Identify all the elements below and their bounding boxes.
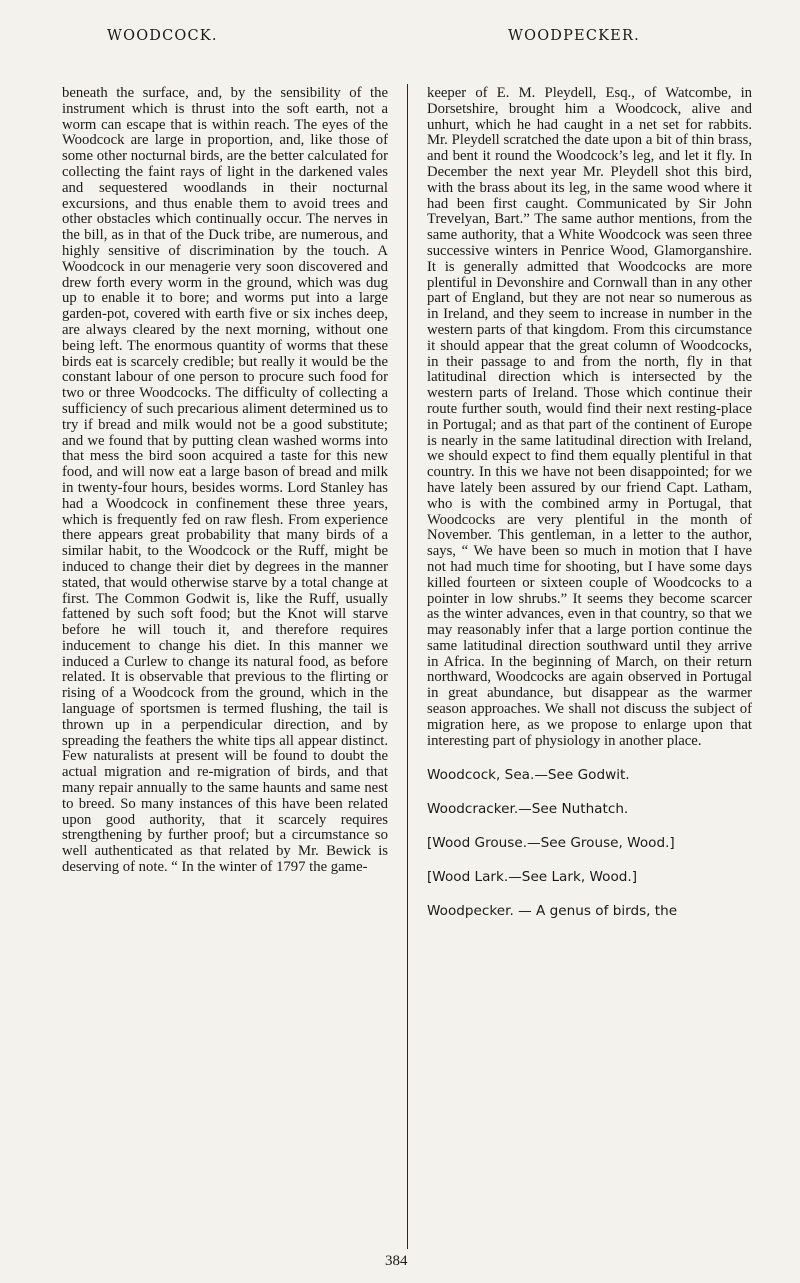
left-column-text: beneath the surface, and, by the sensibility of the instrument which is thrust into the soft earth, not a worm can escape that is within reach. The eyes of the Woodcock are large in proportion, and, like those of some other nocturnal birds, are the better calculated for collecting the faint rays of light in the darkened vales and sequestered woodlands in their nocturnal excursions, and thus enable them to avoid trees and other obstacles which continually occur. The nerves in the bill, as in that of the Duck tribe, are numerous, and highly sensitive of discrimination by the touch. A Woodcock in our menagerie very soon discovered and drew forth every worm in the ground, which was dug up to enable it to bore; and worms put into a large garden-pot, covered with earth five or six inches deep, are always cleared by the next morning, without one being left. The enormous quantity of worms that these birds eat is scarcely credible; but really it would be the constant labour of one person to procure such food for two or three Woodcocks. The difficulty of collecting a sufficiency of such precarious aliment determined us to try if bread and milk would not be a good substitute; and we found that by putting clean washed worms into that mess the bird soon acquired a taste for this new food, and will now eat a large bason of bread and milk in twenty-four hours, besides worms. Lord Stanley has had a Woodcock in confinement these three years, which is frequently fed on raw flesh. From experience there appears great probability that many birds of a similar habit, to the Woodcock or the Ruff, might be induced to change their diet by degrees in the manner stated, that would otherwise starve by a total change at first. The Common Godwit is, like the Ruff, usually fattened by such soft food; but the Knot will starve before he will touch it, and therefore requires inducement to change his diet. In this manner we induced a Curlew to change its natural food, as before related. It is observable that previous to the flirting or rising of a Woodcock from the ground, which in the language of sportsmen is termed flushing, the tail is thrown up in a perpendicular direction, and by spreading the feathers the white tips all appear distinct. Few naturalists at present will be found to doubt the actual migration and re-migration of birds, and that many repair annually to the same haunts and same nest to breed. So many instances of this have been related upon good authority, that it scarcely requires strengthening by further proof; but a circumstance so well authenticated as that related by Mr. Bewick is deserving of note. “ In the winter of 1797 the game- bbox=[62, 85, 388, 876]
entry-wood-grouse: [Wood Grouse.—See Grouse, Wood.] bbox=[427, 835, 675, 852]
left-column bbox=[62, 86, 388, 876]
page-number: 384 bbox=[385, 1253, 408, 1269]
entry-woodpecker: Woodpecker. — A genus of birds, the bbox=[427, 903, 678, 920]
entry-list bbox=[427, 767, 752, 919]
entry-wood-lark: [Wood Lark.—See Lark, Wood.] bbox=[427, 869, 638, 886]
running-head-left: WOODCOCK. bbox=[107, 28, 218, 44]
entry-woodcracker: Woodcracker.—See Nuthatch. bbox=[427, 801, 629, 818]
entry-woodcock-sea: Woodcock, Sea.—See Godwit. bbox=[427, 767, 630, 784]
running-head-right: WOODPECKER. bbox=[508, 28, 640, 44]
right-column bbox=[427, 86, 752, 937]
column-rule bbox=[407, 84, 408, 1249]
right-column-text: keeper of E. M. Pleydell, Esq., of Watcombe, in Dorsetshire, brought him a Woodcock, alive and unhurt, which he had caught in a net set for rabbits. Mr. Pleydell scratched the date upon a bit of thin brass, and bent it round the Woodcock’s leg, and let it fly. In December the next year Mr. Pleydell shot this bird, with the brass about its leg, in the same wood where it had been first caught. Communicated by Sir John Trevelyan, Bart.” The same author mentions, from the same authority, that a White Woodcock was seen three successive winters in Penrice Wood, Glamorganshire. It is generally admitted that Woodcocks are more plentiful in Devonshire and Cornwall than in any other part of England, but they are not near so numerous as in Ireland, and they seem to increase in number in the western parts of that kingdom. From this circumstance it should appear that the great column of Woodcocks, in their passage to and from the north, fly in that latitudinal direction which is intersected by the western parts of Ireland. Those which continue their route further south, would find their next resting-place in Portugal; and as that part of the continent of Europe is nearly in the same latitudinal direction with Ireland, we should expect to find them equally plentiful in that country. In this we have not been disappointed; for we have lately been assured by our friend Capt. Latham, who is with the combined army in Portugal, that Woodcocks are very plentiful in the month of November. This gentleman, in a letter to the author, says, “ We have been so much in motion that I have not had much time for shooting, but I have some days killed fourteen or sixteen couple of Woodcocks to a pointer in low shrubs.” It seems they become scarcer as the winter advances, even in that country, so that we may reasonably infer that a large portion continue the same latitudinal direction southward until they arrive in Africa. In the beginning of March, on their return northward, Woodcocks are again observed in Portugal in great abundance, but disappear as the warmer season approaches. We shall not discuss the subject of migration here, as we propose to enlarge upon that interesting part of physiology in another place. bbox=[427, 85, 752, 749]
running-head bbox=[60, 22, 770, 50]
